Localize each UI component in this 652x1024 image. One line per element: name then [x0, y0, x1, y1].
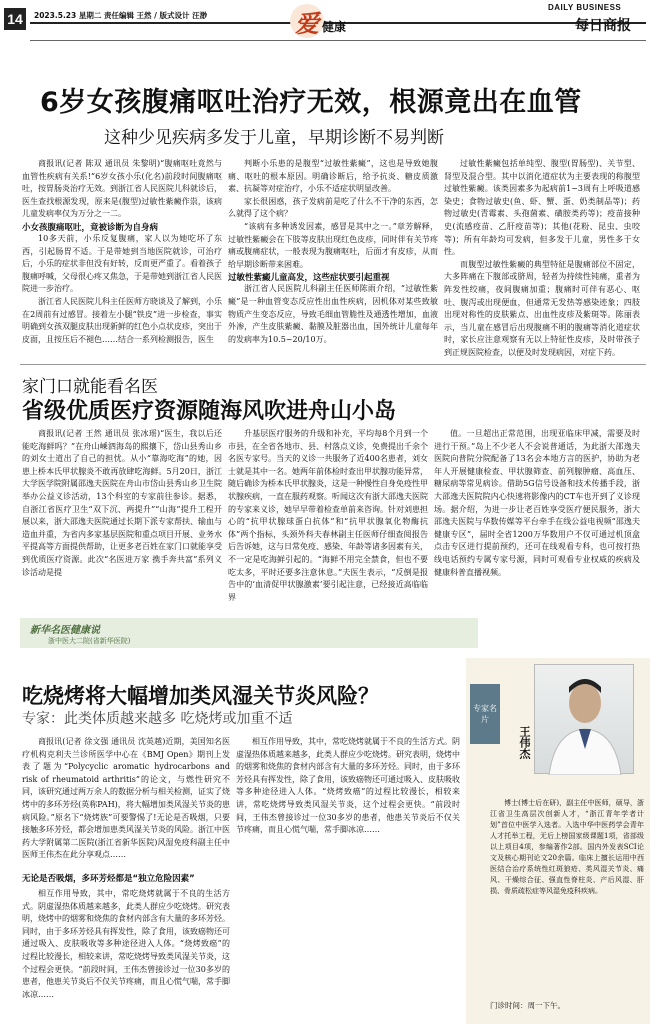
article1-col2: [228, 158, 438, 358]
page-number: 14: [4, 8, 26, 30]
article3-title: 吃烧烤将大幅增加类风湿关节炎风险？: [22, 684, 379, 708]
article1-paragraph: 判断小乐患的是腹型“过敏性紫癜”，这也是导致她腹痛、呕吐的根本原因。明确诊断后，给予抗炎、糖皮质激素、抗凝等对症治疗，小乐不适症状明显改善。: [228, 159, 438, 194]
article3-paragraph: 商报讯(记者 徐文强 通讯员 沈英越)近期，美国知名医疗机构克利夫兰诊所医学中心在《BMJ Open》期刊上发表了题为“Polycyclic aromatic hydrocarbons and risk of rheumatoid arthritis”的论文，与燃性研究不同，该研究通过两万余人的数据分析与相关检测，证实了烧烤中的多环芳烃(英称PAH)，将大幅增加类风湿关节炎的患病风险。”原名下“烧烤族”可要警惕了!无论是否吸烟，只要接触多环芳烃，都会增加患类风湿关节炎的风险。浙江中医药大学附属第二医院(浙江省新华医院)风湿免疫科副主任中医师王伟杰在此分享观点……: [22, 737, 230, 860]
doctor-photo: [534, 664, 634, 774]
article2-title: 省级优质医疗资源随海风吹进舟山小岛: [22, 399, 397, 424]
section-name: 健康: [322, 20, 347, 34]
article2-paragraph: 商报讯(记者 王然 通讯员 张冰瑶)“医生，我以后还能吃海鲜吗？”在舟山嵊泗海岛的熙攘下，岱山县秀山乡的刘女士道出了自己的担忧。从小“靠海吃海”的她，因患上桥本氏甲状腺炎不敢再放肆吃海鲜。5月20日，浙江大学医学院附属邵逸夫医院在舟山市岱山县秀山乡卫生院举办公益义诊活动，13个科室的专家前往参诊。据悉，自浙江省医疗卫生“双下沉、两提升”“山海”提升工程开展以来，浙大邵逸夫医院通过长期下派专家帮扶、输血与造血并重，为省内多家基层医院和重点项目开展、业务水平提高等方面提供帮助，让更多老百姓在家门口就能享受到优质医疗资源。此次“名医进万家 携手奔共富”系列义诊活动是提: [22, 429, 222, 577]
expert-bio: 博士(博士后在研)，副主任中医师，硕导，浙江省卫生高层次创新人才，“浙江青年学者计划”首位中医学入选者。入选中华中医药学会青年人才托举工程，无后上榜国家级课题1项，省部级以上项目4项，参编著作2部。国内外发表SCI论文及核心期刊论文20余篇。临床上擅长运用中西医结合治疗系统性红斑狼疮、类风湿关节炎、痛风、干燥综合征、强直性脊柱炎、产后风湿、肝损、骨质疏松症等风湿免疫科疾病。: [490, 799, 644, 895]
article1-paragraph: 商报讯(记者 陈双 通讯员 朱黎明)“腹痛呕吐竟然与血管性疾病有关系!”6岁女孩小乐(化名)前段时间腹痛呕吐，按胃肠炎治疗无效。到浙江省人民医院儿科就诊后，医生查找根源发现，原来是(腹型)过敏性紫癜作祟，该病儿童发病率仅为万分之一二。: [22, 159, 222, 219]
article1-col3: [444, 158, 640, 358]
article1-paragraph: “该病有多种诱发因素，感冒是其中之一。”章芳解释，过敏性紫癜会在下肢等皮肤出现红色皮疹，同时伴有关节疼痛或腹痛症状，一般表现为腹痛呕吐，后面才有皮疹，从而给早期诊断带来困难。: [228, 221, 438, 269]
article3-subheading: 无论是否吸烟，多环芳烃都是“独立危险因素”: [22, 874, 195, 884]
article3-col1: [22, 736, 230, 866]
article3-subtitle: 专家：此类体质越来越多 吃烧烤或加重不适: [22, 711, 293, 727]
article2-col2: [228, 428, 428, 612]
brand-chinese: 每日商报: [575, 18, 631, 34]
doctor-portrait-icon: [535, 665, 635, 775]
article1-paragraph: 家长很困惑，孩子发病前是吃了什么不干净的东西，怎么就得了这个病？: [228, 196, 438, 219]
article3-paragraph: 相互作用导致，其中，常吃烧烤就属于不良的生活方式。阴虚湿热体质越来越多，此类人群应少吃烧烤。研究表明，烧烤中的烟雾和烧焦的食材内部含有大量的多环芳烃。同时，由于多环芳烃具有挥发性，除了食用，该致癌物还可通过吸入、皮肤吸收等多种途径进入人体。“烧烤致癌”的过程比较漫长，相较来讲，常吃烧烤导致类风湿关节炎，这个过程会更快。“前段时间，王伟杰曾接诊过一位30多岁的患者，他患关节炎后不仅关节疼痛，而且心慌气喘，常手脚冰凉……: [22, 889, 230, 999]
article2-col1: [22, 428, 222, 612]
article1-paragraph: 浙江省人民医院儿科主任医师方晓谈及了解到，小乐在2周前有过感冒。接着左小腿“铁皮”进一步检查，事实明确到女孩双腿皮肤出现新鲜的红色小点状皮疹，突出于皮面，且按压后不褪色……结合一系列检测报告，医生: [22, 296, 222, 344]
article2-col3: [434, 428, 640, 612]
article3-col2: [236, 736, 460, 1020]
article1-subheading: 过敏性紫癜儿童高发，这些症状要引起重视: [228, 273, 390, 284]
article2-kicker: 家门口就能看名医: [22, 377, 158, 397]
doctor-name: 王伟杰: [518, 726, 531, 759]
article1-paragraph: 过敏性紫癜包括单纯型、腹型(胃肠型)、关节型、肾型及混合型。其中以消化道症状为主要表现的称腹型过敏性紫癜。该类因素多为起病前1~3周有上呼吸道感染史；食物过敏史(鱼、虾、蟹、蛋、奶类制品等)；药物过敏史(青霉素、头孢菌素、磺胺类药等)；疫苗接种史(流感疫苗、乙肝疫苗等)；其他(花粉、昆虫、虫咬等)；所有年龄均可发病，但多发于儿童，男性多于女性。: [444, 159, 640, 257]
article2-paragraph: 升基层医疗服务的升级和补充，平均每8个月到一个市县，在全省各地市、县、村落点义诊，免费提出千余个名医专家号。当天的义诊一共服务了近400名患者，刘女士就是其中一名。她两年前体检时查出甲状腺功能异常，随后确诊为桥本氏甲状腺炎，这是一种慢性自身免疫性甲状腺疾病，一直在服药观察。听闻这次有浙大邵逸夫医院的专家来义诊，她早早带着检查单前来咨询。针对刘患担心的“抗甲状腺球蛋白抗体”和“抗甲状腺氧化物酶抗体”两个指标，头颈外科夫春林副主任医师仔细查阅报告后告诉她，这与日常免疫、感染、年龄等诸多因素有关，不一定是吃海鲜引起的。“海鲜不用完全禁食，但也不要吃太多，平时还要多注意休息。”夫医生表示，“反倒是报告中的‘血清促甲状腺激素’要引起注意，已经接近高临临界: [228, 429, 428, 602]
column-subname: 浙中医大二院(省新华医院): [48, 637, 131, 645]
dateline: 2023.5.23 星期二 责任编辑 王然 / 版式设计 汪渺: [34, 11, 208, 20]
article1-title: 6岁女孩腹痛呕吐治疗无效，根源竟出在血管: [40, 87, 582, 118]
article1-paragraph: 浙江省人民医院儿科副主任医师陈雨介绍，“过敏性紫癜”是一种血管变态反应性出血性疾病，因机体对某些致敏物质产生变态反应，导致毛细血管脆性及通透性增加，血液外渗，产生皮肤紫癜、黏膜及脏器出血，国外统计儿童每年的发病率为10.5~20/10万。: [228, 284, 438, 344]
article3-col1-cont: [22, 888, 230, 1020]
header-rule-bottom: [30, 40, 646, 41]
article1-paragraph: 10多天前，小乐反复腹痛，家人以为她吃坏了东西，引起肠胃不适。于是带她到当地医院就诊，可治疗后，小乐的症状非但没有好转，反而更严重了。看着孩子腹痛呼喊，父母很心疼又焦急，于是带她到浙江省人民医院进一步治疗。: [22, 233, 222, 294]
article3-paragraph: 相互作用导致，其中，常吃烧烤就属于不良的生活方式。阴虚湿热体质越来越多，此类人群应少吃烧烤。研究表明，烧烤中的烟雾和烧焦的食材内部含有大量的多环芳烃。同时，由于多环芳烃具有挥发性，除了食用，该致癌物还可通过吸入、皮肤吸收等多种途径进入人体。“烧烤致癌”的过程比较漫长，相较来讲，常吃烧烤导致类风湿关节炎，这个过程会更快。“前段时间，王伟杰曾接诊过一位30多岁的患者，他患关节炎后不仅关节疼痛，而且心慌气喘，常手脚冰凉……: [236, 737, 460, 835]
article1-subtitle: 这种少见疾病多发于儿童，早期诊断不易判断: [104, 128, 444, 148]
separator: [20, 364, 646, 365]
article2-paragraph: 值。一旦超出正常范围，出现亚临床甲减，需要及时进行干预。”岛上不少老人不会说普通话，为此浙大邵逸夫医院向普院分院配备了13名会本地方言的医护，协助为老年人开展健康检查、甲状腺筛查、前列腺肿瘤、高血压、糖尿病等常见病诊。借助5G信号设备和技术传播手段，浙大邵逸夫医院院内心快速将影像内的CT车也开到了义诊现场。据介绍，为进一步让老百姓享受医疗便民服务，浙大邵逸夫医院与华数传媒等平台牵手在线公益电视频“邵逸夫健康专区”，届时全省1200万华数用户不仅可通过机顶盒点击专区进行提前预约，还可在线观看专科，也可按打热线电话预约专属专家号源，同时可观看专业权威的疾病及健康科普直播视频。: [434, 429, 640, 577]
clinic-hours: 门诊时间：周一下午。: [490, 1001, 565, 1010]
article1-paragraph: 而腹型过敏性紫癜的典型特征是腹痛部位不固定，大多阵痛在下腹部或脐周，轻者为持续性钝痛，重者为阵发性绞痛，夜间腹痛加重；腹痛时可伴有恶心、呕吐、腹泻或出现便血，但通常无发热等感染迹象；四肢出现对称性的皮肤紫点、出血性皮疹及紫斑等。陈丽表示，当儿童在感冒后出现腹痛不明的腹痛等消化道症状时，家长应注意观察有无以上特征性皮疹，及时带孩子到正规医院检查，以便及时发现病因，对症下药。: [444, 259, 640, 357]
column-name: 新华名医健康说: [30, 625, 100, 636]
article1-subheading: 小女孩腹痛呕吐，竟被诊断为自身病: [22, 222, 159, 233]
brand-english: DAILY BUSINESS: [548, 3, 622, 12]
article1-col1: [22, 158, 222, 358]
expert-card-label: 专家名片: [470, 684, 500, 744]
section-logo: 爱: [290, 4, 324, 38]
